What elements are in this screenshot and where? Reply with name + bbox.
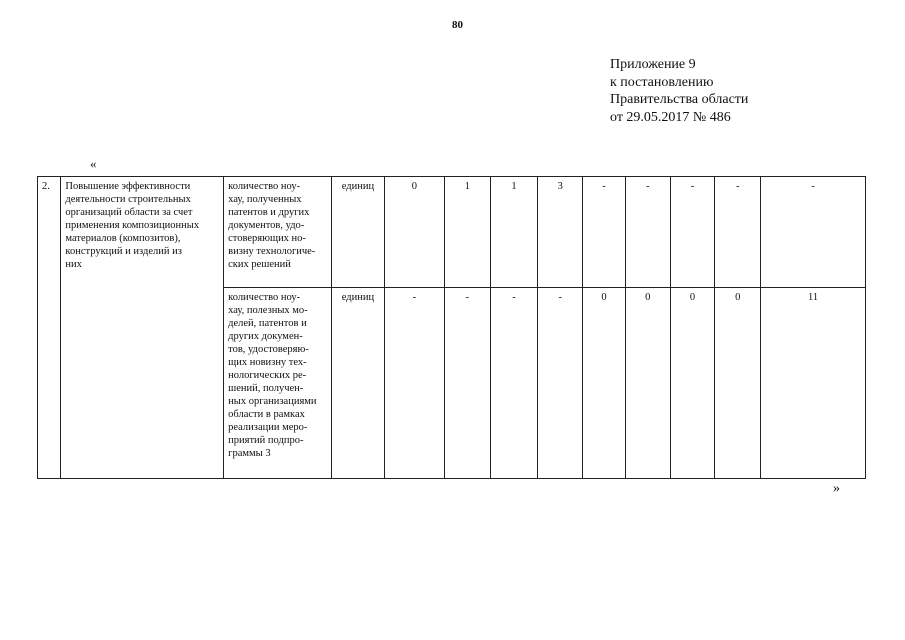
value-cell: 11 (761, 288, 866, 479)
indicator-line: области в рамках (228, 409, 305, 420)
value-cell: 1 (490, 177, 538, 288)
table-row (38, 177, 866, 288)
goal-line: них (65, 259, 82, 270)
indicator-line: нологических ре- (228, 370, 307, 381)
indicator-cell (224, 177, 332, 288)
value-cell: 0 (715, 288, 761, 479)
goal-line: материалов (композитов), (65, 233, 181, 244)
goal-line: организаций области за счет (65, 207, 193, 218)
indicator-line: шений, получен- (228, 383, 304, 394)
indicators-table (37, 176, 866, 479)
indicator-line: патентов и других (228, 207, 310, 218)
closing-quote: » (833, 481, 840, 496)
indicator-line: стоверяющих но- (228, 233, 306, 244)
unit-cell: единиц (331, 288, 384, 479)
indicator-line: ских решений (228, 259, 291, 270)
item-number-cell: 2. (38, 177, 61, 479)
indicator-line: визну технологиче- (228, 246, 316, 257)
goal-line: конструкций и изделий из (65, 246, 182, 257)
page-number: 80 (452, 19, 463, 31)
indicator-line: ных организациями (228, 396, 317, 407)
value-cell: - (583, 177, 626, 288)
value-cell: - (625, 177, 670, 288)
value-cell: - (538, 288, 583, 479)
indicator-cell (224, 288, 332, 479)
appendix-line: Правительства области (610, 92, 749, 107)
appendix-line: Приложение 9 (610, 57, 696, 72)
appendix-header (610, 56, 748, 126)
value-cell: 0 (384, 177, 444, 288)
indicator-line: граммы 3 (228, 448, 271, 459)
value-cell: - (444, 288, 490, 479)
value-cell: - (670, 177, 715, 288)
indicator-line: количество ноу- (228, 181, 301, 192)
indicator-line: щих новизну тех- (228, 357, 307, 368)
indicator-line: тов, удостоверяю- (228, 344, 309, 355)
opening-quote: « (90, 156, 97, 171)
goal-line: применения композиционных (65, 220, 200, 231)
appendix-line: от 29.05.2017 № 486 (610, 109, 731, 125)
value-cell: - (761, 177, 866, 288)
indicator-line: приятий подпро- (228, 435, 304, 446)
unit-cell: единиц (331, 177, 384, 288)
goal-line: Повышение эффективности (65, 181, 191, 192)
indicator-line: количество ноу- (228, 292, 301, 303)
value-cell: 0 (583, 288, 626, 479)
value-cell: - (490, 288, 538, 479)
goal-cell (61, 177, 224, 479)
indicator-line: делей, патентов и (228, 318, 307, 329)
indicator-line: других докумен- (228, 331, 303, 342)
indicator-line: хау, полезных мо- (228, 305, 308, 316)
goal-line: деятельности строительных (65, 194, 191, 205)
value-cell: 1 (444, 177, 490, 288)
value-cell: - (715, 177, 761, 288)
value-cell: 3 (538, 177, 583, 288)
value-cell: 0 (625, 288, 670, 479)
indicator-line: документов, удо- (228, 220, 305, 231)
appendix-line: к постановлению (610, 74, 714, 90)
indicator-line: хау, полученных (228, 194, 302, 205)
value-cell: 0 (670, 288, 715, 479)
value-cell: - (384, 288, 444, 479)
indicator-line: реализации меро- (228, 422, 308, 433)
